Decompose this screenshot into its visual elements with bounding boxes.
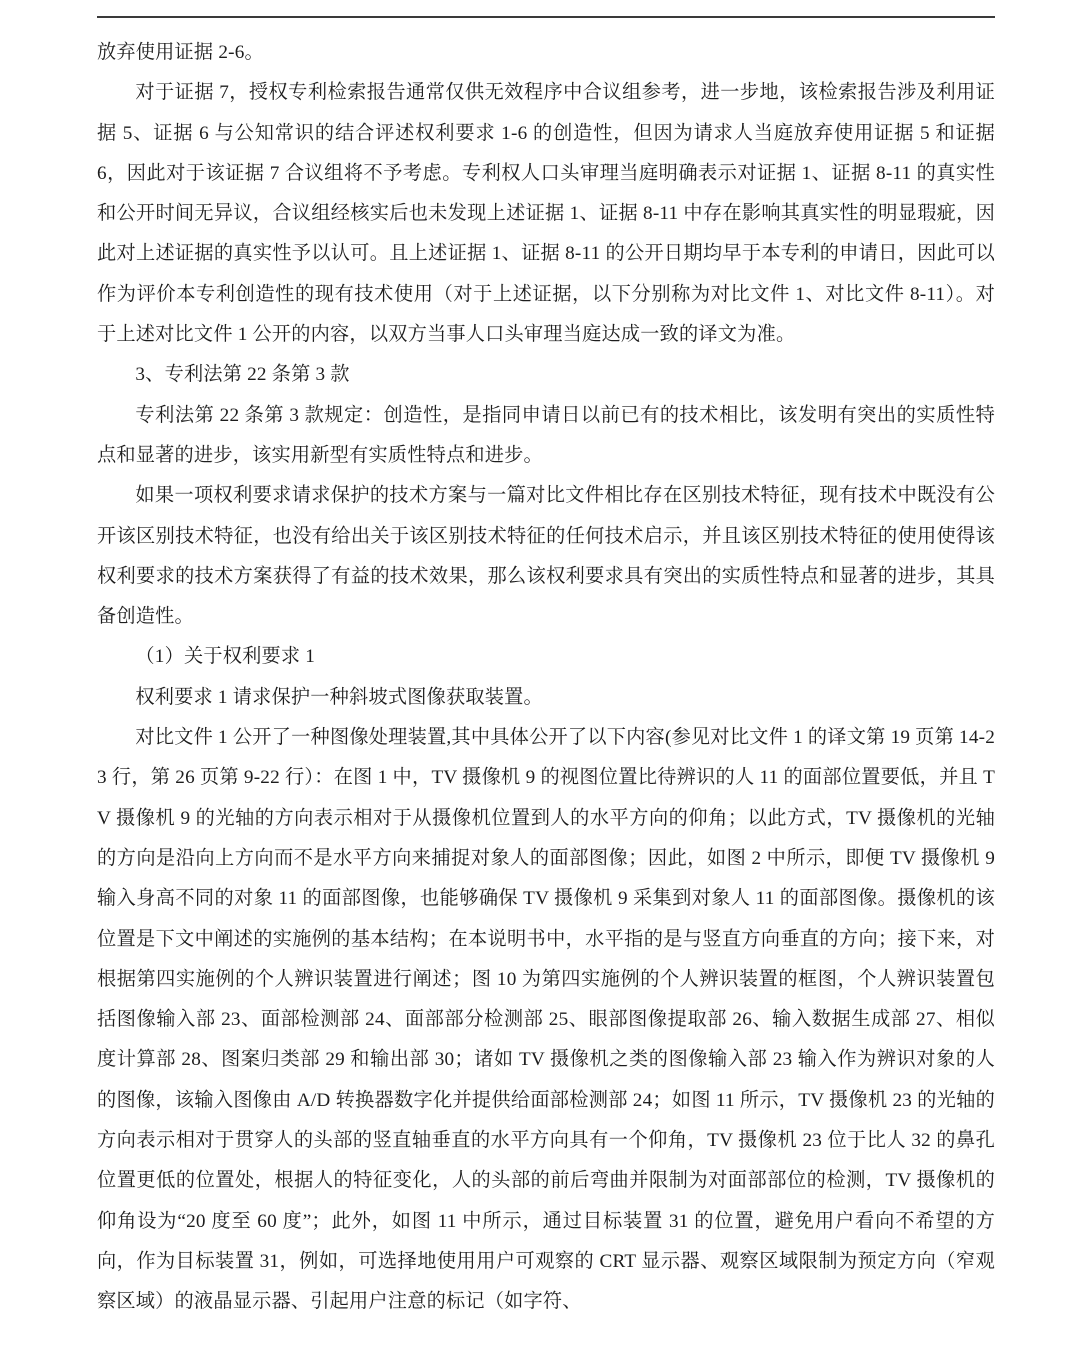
paragraph-inventiveness-criteria: 如果一项权利要求请求保护的技术方案与一篇对比文件相比存在区别技术特征，现有技术中既没有公开该区别技术特征，也没有给出关于该区别技术特征的任何技术启示，并且该区别技术特征的使用使得该权利要求的技术方案获得了有益的技术效果，那么该权利要求具有突出的实质性特点和显著的进步，其具备创造性。 — [97, 485, 995, 628]
paragraph-claim-1-scope: 权利要求 1 请求保护一种斜坡式图像获取装置。 — [135, 686, 543, 708]
paragraph-evidence-7-analysis: 对于证据 7，授权专利检索报告通常仅供无效程序中合议组参考，进一步地，该检索报告涉及利用证据 5、证据 6 与公知常识的结合评述权利要求 1-6 的创造性，但因为请求人当庭放弃使用证据 5 和证据 6，因此对于该证据 7 合议组将不予考虑。专利权人口头审理当庭明确表示对证据 1、证据 8-11 的真实性和公开时间无异议，合议组经核实后也未发现上述证据 1、证据 8-11 中存在影响其真实性的明显瑕疵，因此对上述证据的真实性予以认可。且上述证据 1、证据 8-11 的公开日期均早于本专利的申请日，因此可以作为评价本专利创造性的现有技术使用（对于上述证据，以下分别称为对比文件 1、对比文件 8-11）。对于上述对比文件 1 公开的内容，以双方当事人口头审理当庭达成一致的译文为准。 — [97, 82, 995, 346]
paragraph-section-heading-patent-law-22-3: 3、专利法第 22 条第 3 款 — [135, 364, 350, 386]
header-rule-divider — [97, 16, 995, 18]
paragraph-subheading-claim-1: （1）关于权利要求 1 — [135, 646, 316, 668]
paragraph-abandon-evidence: 放弃使用证据 2-6。 — [97, 42, 264, 63]
paragraph-reference-document-1-disclosure: 对比文件 1 公开了一种图像处理装置,其中具体公开了以下内容(参见对比文件 1 的译文第 19 页第 14-23 行，第 26 页第 9-22 行）：在图 1 中，TV 摄像机 9 的视图位置比待辨识的人 11 的面部位置要低，并且 TV 摄像机 9 的光轴的方向表示相对于从摄像机位置到人的水平方向的仰角；以此方式，TV 摄像机的光轴的方向是沿向上方向而不是水平方向来捕捉对象人的面部图像；因此，如图 2 中所示，即便 TV 摄像机 9 输入身高不同的对象 11 的面部图像，也能够确保 TV 摄像机 9 采集到对象人 11 的面部图像。摄像机的该位置是下文中阐述的实施例的基本结构；在本说明书中，水平指的是与竖直方向垂直的方向；接下来，对根据第四实施例的个人辨识装置进行阐述；图 10 为第四实施例的个人辨识装置的框图，个人辨识装置包括图像输入部 23、面部检测部 24、面部部分检测部 25、眼部图像提取部 26、输入数据生成部 27、相似度计算部 28、图案归类部 29 和输出部 30；诸如 TV 摄像机之类的图像输入部 23 输入作为辨识对象的人的图像，该输入图像由 A/D 转换器数字化并提供给面部检测部 24；如图 11 所示，TV 摄像机 23 的光轴的方向表示相对于贯穿人的头部的竖直轴垂直的水平方向具有一个仰角，TV 摄像机 23 位于比人 32 的鼻孔位置更低的位置处，根据人的特征变化，人的头部的前后弯曲并限制为对面部部位的检测，TV 摄像机的仰角设为“20 度至 60 度”；此外，如图 11 中所示，通过目标装置 31 的位置，避免用户看向不希望的方向，作为目标装置 31，例如，可选择地使用用户可观察的 CRT 显示器、观察区域限制为预定方向（窄观察区域）的液晶显示器、引起用户注意的标记（如字符、 — [97, 727, 995, 1313]
paragraph-patent-law-22-3-provision: 专利法第 22 条第 3 款规定：创造性，是指同申请日以前已有的技术相比，该发明有突出的实质性特点和显著的进步，该实用新型有实质性特点和进步。 — [97, 404, 995, 466]
page-body — [97, 16, 995, 1323]
document-text-flow — [97, 33, 995, 1323]
